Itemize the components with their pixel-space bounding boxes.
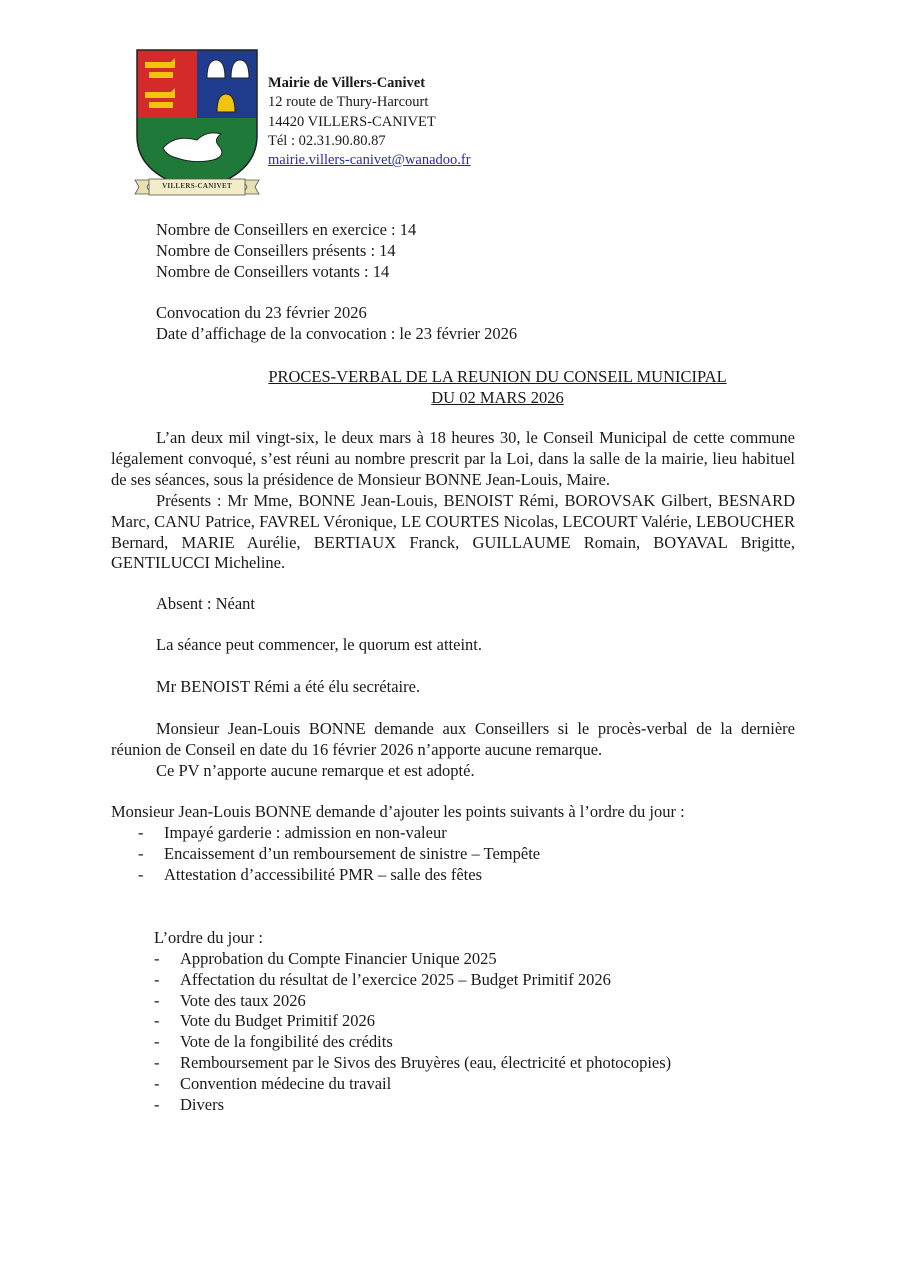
title-line-2: DU 02 MARS 2026 [431,387,564,407]
pv-question-paragraph: Monsieur Jean-Louis BONNE demande aux Conseillers si le procès-verbal de la dernière réunion de Conseil en date du 16 février 2026 n’apporte aucune remarque. [111,719,795,759]
absent-line: Absent : Néant [156,594,255,613]
secretaire-line: Mr BENOIST Rémi a été élu secrétaire. [156,677,421,696]
list-item: - Vote du Budget Primitif 2026 [154,1011,671,1032]
count-votants: Nombre de Conseillers votants : 14 [156,261,390,281]
list-item: - Encaissement d’un remboursement de sinistre – Tempête [138,844,540,865]
crest-banner-text: VILLERS-CANIVET [162,182,232,190]
list-item: - Affectation du résultat de l’exercice 2025 – Budget Primitif 2026 [154,970,671,991]
pv-adopte-line: Ce PV n’apporte aucune remarque et est adopté. [156,761,475,780]
coat-of-arms [133,48,261,198]
convocation-block [156,303,517,345]
document-title [156,367,839,409]
email-link[interactable]: mairie.villers-canivet@wanadoo.fr [268,152,471,169]
phone: Tél : 02.31.90.80.87 [268,132,386,149]
count-presents: Nombre de Conseillers présents : 14 [156,240,396,260]
list-item: - Approbation du Compte Financier Unique 2025 [154,949,671,970]
intro-paragraph: L’an deux mil vingt-six, le deux mars à 18 heures 30, le Conseil Municipal de cette commune légalement convoqué, s’est réuni au nombre prescrit par la Loi, dans la salle de la mairie, lieu habituel de ses séances, sous la présidence de Monsieur BONNE Jean-Louis, Maire. [111,428,795,489]
ordre-du-jour-list [154,949,671,1115]
affichage-date: Date d’affichage de la convocation : le 23 février 2026 [156,323,518,343]
mairie-header [268,74,471,170]
address-line-2: 14420 VILLERS-CANIVET [268,113,436,130]
list-item: - Impayé garderie : admission en non-valeur [138,823,540,844]
added-points-list [138,823,540,885]
list-item: - Attestation d’accessibilité PMR – salle des fêtes [138,865,540,886]
list-item: - Vote des taux 2026 [154,991,671,1012]
ordre-du-jour-heading: L’ordre du jour : [154,928,263,947]
list-item: - Divers [154,1095,671,1116]
title-line-1: PROCES-VERBAL DE LA REUNION DU CONSEIL MUNICIPAL [268,367,727,386]
presents-paragraph: Présents : Mr Mme, BONNE Jean-Louis, BENOIST Rémi, BOROVSAK Gilbert, BESNARD Marc, CANU Patrice, FAVREL Véronique, LE COURTES Nicolas, LECOURT Valérie, LEBOUCHER Bernard, MARIE Aurélie, BERTIAUX Franck, GUILLAUME Romain, BOYAVAL Brigitte, GENTILUCCI Micheline. [111,491,795,573]
council-counts [156,220,416,282]
org-name: Mairie de Villers-Canivet [268,75,426,91]
list-item: - Convention médecine du travail [154,1074,671,1095]
address-line-1: 12 route de Thury-Harcourt [268,94,429,111]
quorum-line: La séance peut commencer, le quorum est atteint. [156,635,482,654]
convocation-date: Convocation du 23 février 2026 [156,303,367,322]
list-item: - Vote de la fongibilité des crédits [154,1032,671,1053]
count-en-exercice: Nombre de Conseillers en exercice : 14 [156,220,417,239]
ajout-intro: Monsieur Jean-Louis BONNE demande d’ajouter les points suivants à l’ordre du jour : [111,802,685,821]
list-item: - Remboursement par le Sivos des Bruyères (eau, électricité et photocopies) [154,1053,671,1074]
